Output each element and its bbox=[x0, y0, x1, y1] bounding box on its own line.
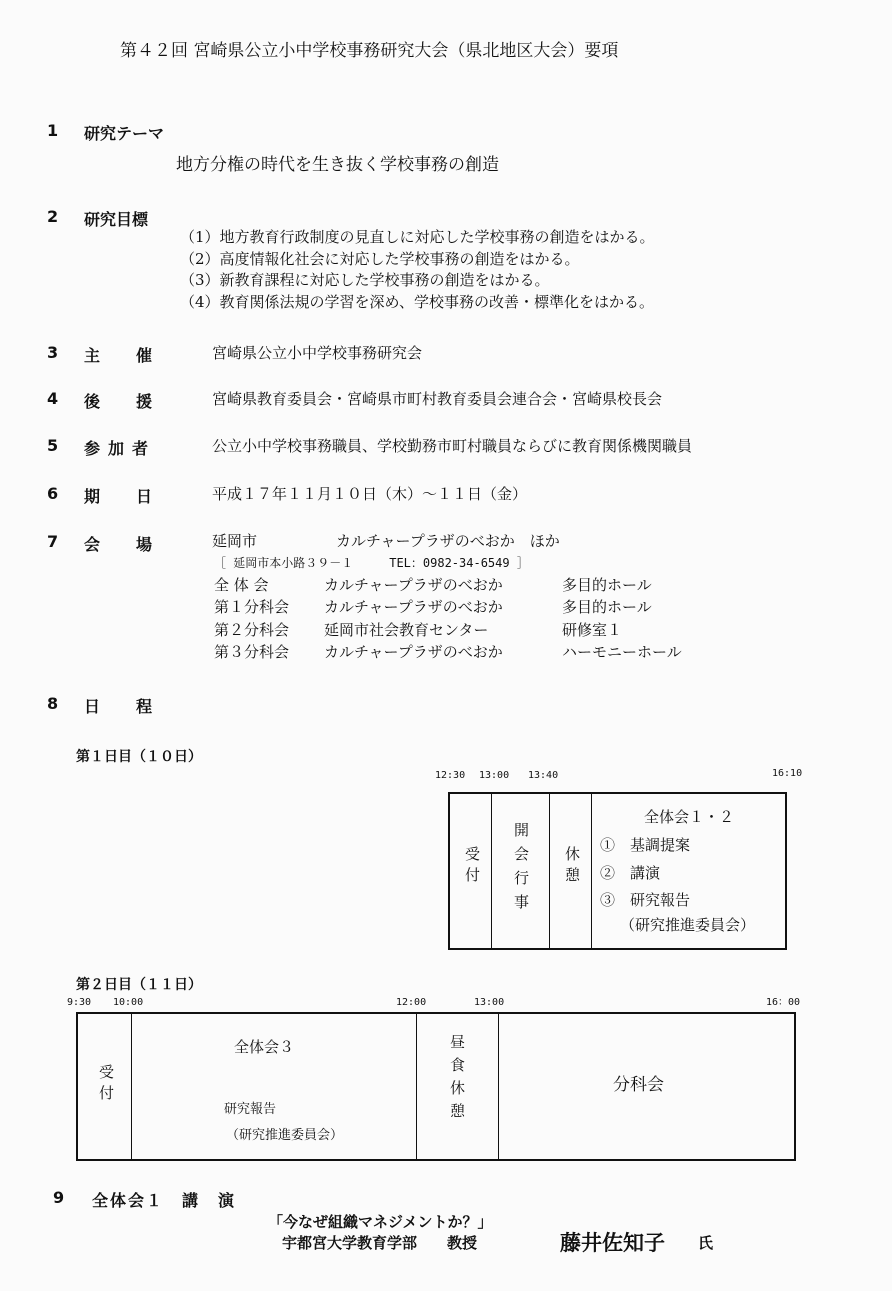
day1-time: 12:30 bbox=[435, 770, 466, 781]
day1-plenary-cell bbox=[592, 794, 785, 948]
section-4-label: 後 援 bbox=[84, 392, 163, 411]
plenary-item: ① 基調提案 bbox=[600, 836, 691, 854]
section-3-number: 3 bbox=[47, 343, 59, 362]
participants: 公立小中学校事務職員、学校勤務市町村職員ならびに教育関係機関職員 bbox=[212, 437, 693, 455]
committee-label: （研究推進委員会） bbox=[226, 1128, 344, 1143]
section-9-number: 9 bbox=[53, 1188, 65, 1207]
reception-label: 受付 bbox=[97, 1064, 115, 1106]
section-8-label: 日 程 bbox=[84, 697, 163, 716]
day2-time: 13:00 bbox=[474, 997, 505, 1008]
report-label: 研究報告 bbox=[224, 1102, 277, 1117]
section-2-number: 2 bbox=[47, 207, 59, 226]
lecturer-affiliation: 宇都宮大学教育学部 教授 bbox=[282, 1234, 478, 1252]
plenary-item: ② 講演 bbox=[600, 864, 661, 882]
section-2-label: 研究目標 bbox=[84, 210, 149, 229]
room-name: 第３分科会 bbox=[214, 643, 290, 661]
goal-item: （3）新教育課程に対応した学校事務の創造をはかる。 bbox=[180, 271, 550, 289]
day2-time: 9:30 bbox=[67, 997, 92, 1008]
day2-lunch-cell bbox=[417, 1014, 499, 1159]
section-1-label: 研究テーマ bbox=[84, 124, 165, 143]
room-name: 第１分科会 bbox=[214, 598, 290, 616]
day1-time: 13:40 bbox=[528, 770, 559, 781]
plenary-title: 全体会１・２ bbox=[644, 808, 735, 826]
day1-opening-cell bbox=[492, 794, 550, 948]
section-5-label: 参加者 bbox=[84, 439, 157, 458]
section-5-number: 5 bbox=[47, 436, 59, 455]
goal-item: （1）地方教育行政制度の見直しに対応した学校事務の創造をはかる。 bbox=[180, 228, 655, 246]
research-theme: 地方分権の時代を生き抜く学校事務の創造 bbox=[176, 155, 499, 175]
page-title: 第４２回 宮崎県公立小中学校事務研究大会（県北地区大会）要項 bbox=[120, 41, 619, 61]
room-hall: 研修室１ bbox=[562, 621, 623, 639]
room-place: カルチャープラザのべおか bbox=[324, 576, 503, 594]
plenary-title: 全体会３ bbox=[234, 1038, 295, 1056]
room-hall: 多目的ホール bbox=[562, 598, 652, 616]
lecturer-name: 藤井佐知子 bbox=[560, 1231, 665, 1255]
room-place: カルチャープラザのべおか bbox=[324, 598, 503, 616]
goal-item: （2）高度情報化社会に対応した学校事務の創造をはかる。 bbox=[180, 250, 580, 268]
supporters: 宮崎県教育委員会・宮崎県市町村教育委員会連合会・宮崎県校長会 bbox=[212, 390, 663, 408]
event-dates: 平成１７年１１月１０日（木）～１１日（金） bbox=[212, 485, 528, 503]
goal-item: （4）教育関係法規の学習を深め、学校事務の改善・標準化をはかる。 bbox=[180, 293, 654, 311]
section-6-number: 6 bbox=[47, 484, 59, 503]
section-1-number: 1 bbox=[47, 121, 59, 140]
day1-label: 第１日目（１０日） bbox=[76, 749, 202, 765]
plenary-item: （研究推進委員会） bbox=[620, 916, 756, 934]
section-4-number: 4 bbox=[47, 389, 59, 408]
room-name: 第２分科会 bbox=[214, 621, 290, 639]
main-venue: カルチャープラザのべおか ほか bbox=[336, 532, 560, 550]
room-name: 全 体 会 bbox=[214, 576, 269, 594]
day2-label: 第２日目（１１日） bbox=[76, 977, 202, 993]
section-7-number: 7 bbox=[47, 532, 59, 551]
room-place: 延岡市社会教育センター bbox=[324, 621, 489, 639]
sessions-label: 分科会 bbox=[613, 1075, 664, 1095]
day2-schedule-table bbox=[76, 1012, 796, 1161]
day2-time: 10:00 bbox=[113, 997, 144, 1008]
venue-city: 延岡市 bbox=[212, 532, 258, 550]
break-label: 休憩 bbox=[563, 846, 581, 888]
lecturer-honorific: 氏 bbox=[698, 1234, 714, 1252]
opening-label: 開会行事 bbox=[512, 822, 530, 918]
lecture-title: 「今なぜ組織マネジメントか？」 bbox=[268, 1213, 493, 1231]
section-6-label: 期 日 bbox=[84, 487, 163, 506]
reception-label: 受付 bbox=[463, 846, 481, 888]
day1-time: 16:10 bbox=[772, 768, 803, 779]
venue-address: ［ 延岡市本小路３９－１ TEL：0982-34-6549 ］ bbox=[214, 556, 529, 570]
day2-time: 12:00 bbox=[396, 997, 427, 1008]
room-place: カルチャープラザのべおか bbox=[324, 643, 503, 661]
lunch-label: 昼食休憩 bbox=[448, 1034, 466, 1126]
day2-plenary-cell bbox=[132, 1014, 417, 1159]
day2-time: 16：00 bbox=[766, 997, 801, 1008]
day1-time: 13:00 bbox=[479, 770, 510, 781]
section-3-label: 主 催 bbox=[84, 346, 163, 365]
day2-reception-cell bbox=[78, 1014, 132, 1159]
room-hall: 多目的ホール bbox=[562, 576, 652, 594]
day2-sessions-cell bbox=[499, 1014, 794, 1159]
section-8-number: 8 bbox=[47, 694, 59, 713]
room-hall: ハーモニーホール bbox=[562, 643, 682, 661]
plenary-item: ③ 研究報告 bbox=[600, 891, 691, 909]
organizer: 宮崎県公立小中学校事務研究会 bbox=[212, 344, 423, 362]
day1-reception-cell bbox=[450, 794, 492, 948]
day1-schedule-table bbox=[448, 792, 787, 950]
section-9-label: 全体会１ 講 演 bbox=[92, 1191, 237, 1210]
section-7-label: 会 場 bbox=[84, 535, 163, 554]
day1-break-cell bbox=[550, 794, 592, 948]
